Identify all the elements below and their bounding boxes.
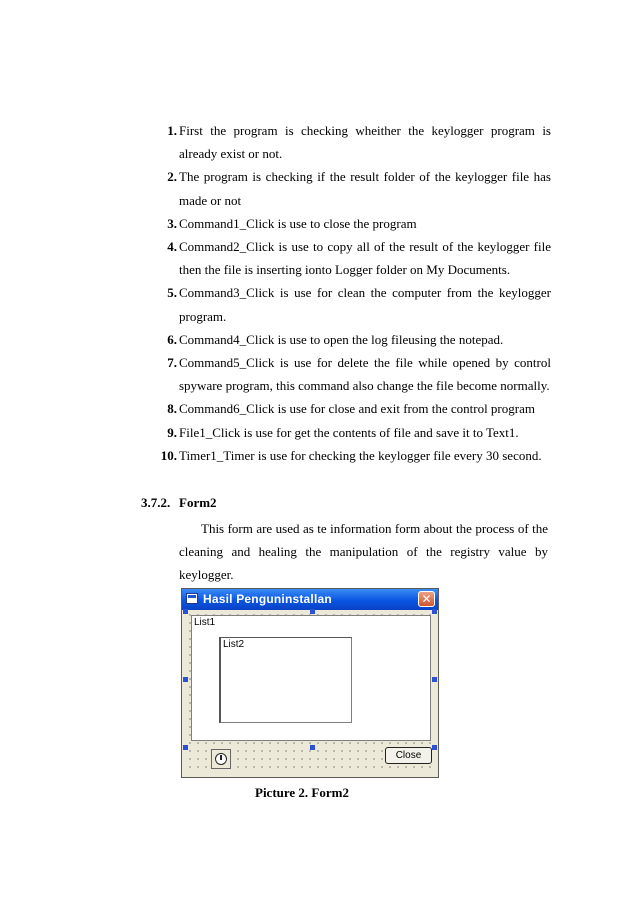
section-paragraph: This form are used as te information form about the process of the cleaning and healing the manipulation of the registry value by keylogger.: [179, 521, 548, 583]
list-item: 4. Command2_Click is use to copy all of the result of the keylogger file then the file is inserting ionto Logger folder on My Documents.: [167, 239, 551, 278]
window-titlebar[interactable]: [182, 589, 438, 610]
list-item: 5. Command3_Click is use for clean the computer from the keylogger program.: [167, 285, 551, 324]
numbered-list: [141, 119, 551, 467]
selection-handle[interactable]: [310, 745, 315, 750]
list-item: 6. Command4_Click is use to open the log fileusing the notepad.: [167, 331, 504, 347]
window-title: Hasil Penguninstallan: [203, 592, 332, 606]
selection-handle[interactable]: [432, 745, 437, 750]
selection-handle[interactable]: [310, 609, 315, 614]
list-item: 10. Timer1_Timer is use for checking the keylogger file every 30 second.: [160, 447, 542, 463]
section-number: 3.7.2.: [141, 495, 171, 510]
stopwatch-icon[interactable]: [211, 749, 231, 769]
form-client-area: [186, 611, 434, 773]
list-item: 7. Command5_Click is use for delete the file while opened by control spyware program, this command also change the file become normally.: [167, 355, 551, 394]
list1-label: List1: [194, 617, 216, 628]
figure-caption: Picture 2. Form2: [255, 785, 349, 800]
list-item: 8. Command6_Click is use for close and exit from the control program: [167, 401, 535, 417]
selection-handle[interactable]: [432, 677, 437, 682]
list-item: 2. The program is checking if the result folder of the keylogger file has made or not: [167, 169, 551, 208]
selection-handle[interactable]: [183, 609, 188, 614]
selection-handle[interactable]: [183, 677, 188, 682]
list-item: 9. File1_Click is use for get the contents of file and save it to Text1.: [167, 424, 519, 440]
close-icon[interactable]: ✕: [418, 591, 435, 607]
list2-listbox[interactable]: [219, 637, 352, 723]
selection-handle[interactable]: [183, 745, 188, 750]
selection-handle[interactable]: [432, 609, 437, 614]
list-item: 1. First the program is checking wheither the keylogger program is already exist or not.: [167, 123, 551, 162]
list-item: 3. Command1_Click is use to close the program: [167, 215, 417, 231]
app-icon: [186, 593, 198, 604]
close-button[interactable]: Close: [385, 747, 432, 764]
form2-screenshot: [181, 588, 439, 778]
section-title: Form2: [179, 495, 217, 510]
list2-label: List2: [223, 639, 245, 650]
